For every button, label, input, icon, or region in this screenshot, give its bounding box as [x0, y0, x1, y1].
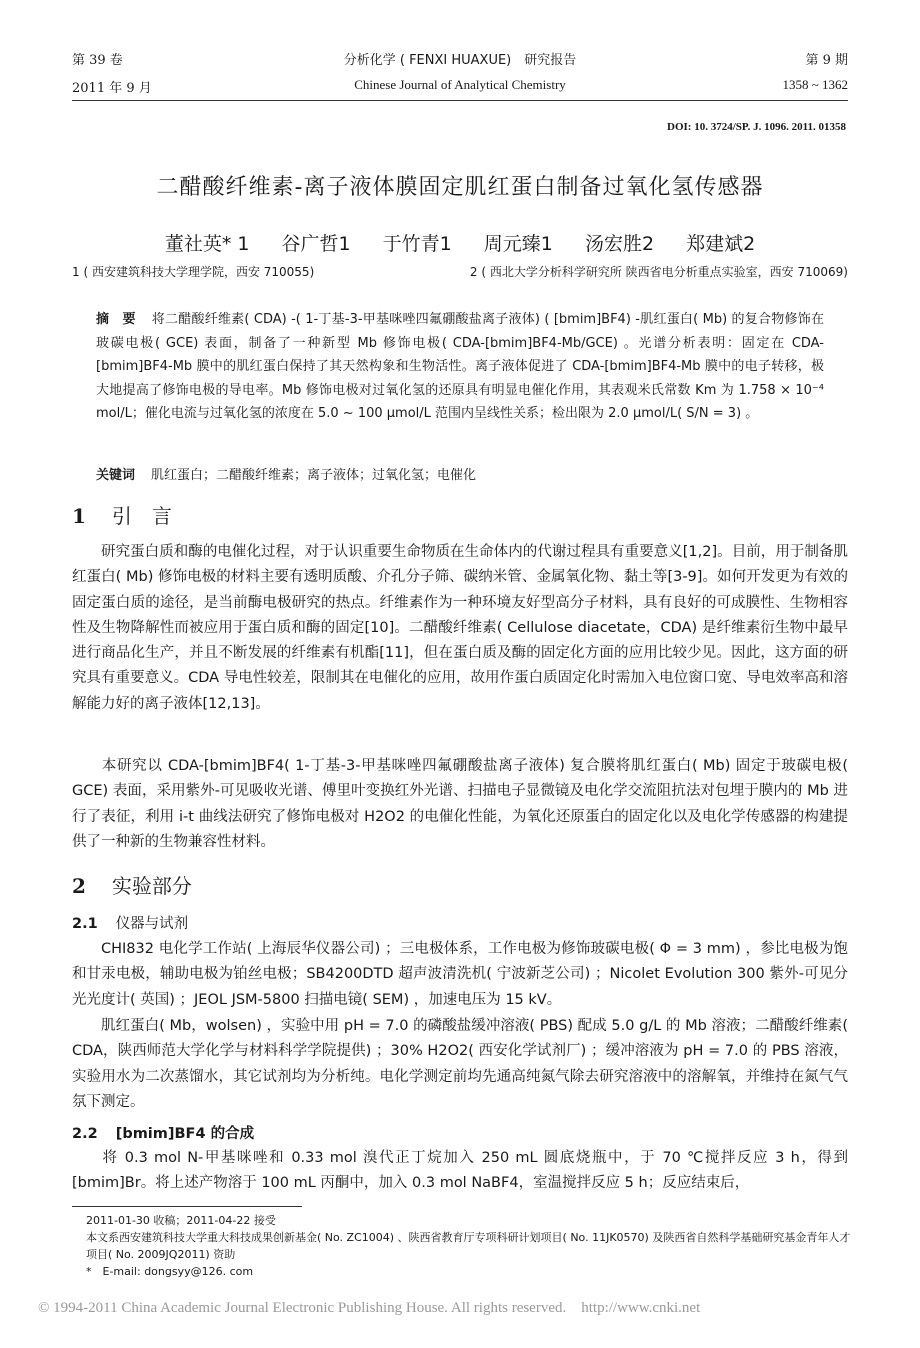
section-title: 引 言	[111, 504, 172, 528]
header-pages: 1358 ~ 1362	[782, 77, 848, 92]
affiliations	[72, 263, 848, 280]
subsection-number: 2.2	[72, 1126, 98, 1142]
author: 周元臻1	[483, 233, 553, 255]
paragraph-text: 肌红蛋白( Mb，wolsen) ，实验中用 pH = 7.0 的磷酸盐缓冲溶液( PBS) 配成 5.0 g/L 的 Mb 溶液；二醋酸纤维素( CDA，陕西师范大学化学与材料科学学院提供) ；30% H2O2( 西安化学试剂厂) ；缓冲溶液为 pH = 7.0 的 PBS 溶液，实验用水为二次蒸馏水，其它试剂均为分析纯。电化学测定前均先通高纯氮气除去研究溶液中的溶解氧，并维持在氮气气氛下测定。	[72, 1018, 848, 1110]
paragraph-text: 研究蛋白质和酶的电催化过程，对于认识重要生命物质在生命体内的代谢过程具有重要意义[1,2]。目前，用于制备肌红蛋白( Mb) 修饰电极的材料主要有透明质酸、介孔分子筛、碳纳米管、金属氧化物、黏土等[3-9]。如何开发更为有效的固定蛋白质的途径，是当前酶电极研究的热点。纤维素作为一种环境友好型高分子材料，具有良好的可成膜性、生物相容性及生物降解性而被应用于蛋白质和酶的固定[10]。二醋酸纤维素( Cellulose diacetate，CDA) 是纤维素衍生物中最早进行商品化生产，并且不断发展的纤维素有机酯[11]，但在蛋白质及酶的固定化方面的应用比较少见。因此，这方面的研究具有重要意义。CDA 导电性较差，限制其在电催化的应用，故用作蛋白质固定化时需加入电位窗口宽、导电效率高和溶解能力好的离子液体[12,13]。	[72, 544, 848, 712]
author: 郑建斌2	[686, 233, 756, 255]
author: 董社英* 1	[164, 233, 250, 255]
intro-paragraph-2	[72, 754, 848, 855]
section-1-heading	[72, 500, 172, 529]
paragraph-text: 本研究以 CDA-[bmim]BF4( 1-丁基-3-甲基咪唑四氟硼酸盐离子液体) 复合膜将肌红蛋白( Mb) 固定于玻碳电极( GCE) 表面，采用紫外-可见吸收光谱、傅里叶变换红外光谱、扫描电子显微镜及电化学交流阻抗法对包埋于膜内的 Mb 进行了表征，利用 i-t 曲线法研究了修饰电极对 H2O2 的电催化性能，为氧化还原蛋白的固定化以及电化学传感器的构建提供了一种新的生物兼容性材料。	[72, 758, 848, 850]
section-2-heading	[72, 870, 192, 899]
footnote-received: 2011-01-30 收稿；2011-04-22 接受	[86, 1214, 276, 1227]
synthesis-paragraph	[72, 1146, 848, 1197]
subsection-number: 2.1	[72, 916, 98, 932]
subsection-2-1-heading	[72, 912, 188, 933]
section-title: 实验部分	[111, 874, 192, 898]
header-rule	[72, 100, 848, 101]
header-journal-en: Chinese Journal of Analytical Chemistry	[354, 77, 566, 92]
affiliation-2: 2 ( 西北大学分析科学研究所 陕西省电分析重点实验室，西安 710069)	[469, 265, 848, 279]
copyright-watermark: © 1994-2011 China Academic Journal Electronic Publishing House. All rights reserved. http://www.cnki.net	[38, 1300, 701, 1316]
intro-paragraph-1	[72, 540, 848, 717]
author: 汤宏胜2	[584, 233, 655, 255]
abstract-label: 摘 要	[96, 312, 136, 327]
affiliation-1: 1 ( 西安建筑科技大学理学院，西安 710055)	[72, 265, 315, 279]
author: 于竹青1	[382, 233, 452, 255]
author: 谷广哲1	[281, 233, 351, 255]
abstract-text: 将二醋酸纤维素( CDA) -( 1-丁基-3-甲基咪唑四氟硼酸盐离子液体) ( [bmim]BF4) -肌红蛋白( Mb) 的复合物修饰在玻碳电极( GCE) 表面，制备了一种新型 Mb 修饰电极( CDA-[bmim]BF4-Mb/GCE) 。光谱分析表明：固定在 CDA-[bmim]BF4-Mb 膜中的肌红蛋白保持了其天然构象和生物活性。离子液体促进了 CDA-[bmim]BF4-Mb 膜中的电子转移，极大地提高了修饰电极的导电率。Mb 修饰电极对过氧化氢的还原具有明显电催化作用，其表观米氏常数 Km 为 1.758 × 10⁻⁴ mol/L；催化电流与过氧化氢的浓度在 5.0 ~ 100 μmol/L 范围内呈线性关系；检出限为 2.0 μmol/L( S/N = 3) 。	[96, 312, 824, 421]
instruments-paragraph	[72, 937, 848, 1013]
author-list	[0, 229, 920, 256]
footnote-funding: 本文系西安建筑科技大学重大科技成果创新基金( No. ZC1004) 、陕西省教育厅专项科研计划项目( No. 11JK0570) 及陕西省自然科学基础研究基金青年人才项目( No. 2009JQ2011) 资助	[86, 1231, 851, 1261]
subsection-title: [bmim]BF4 的合成	[115, 1126, 255, 1142]
header-date: 2011 年 9 月	[72, 81, 152, 96]
abstract	[96, 308, 824, 426]
keywords	[96, 464, 824, 488]
reagents-paragraph	[72, 1014, 848, 1115]
header-issue: 第 9 期	[805, 53, 848, 68]
paragraph-text: 将 0.3 mol N-甲基咪唑和 0.33 mol 溴代正丁烷加入 250 mL 圆底烧瓶中，于 70 ℃搅拌反应 3 h，得到 [bmim]Br。将上述产物溶于 100 mL 丙酮中，加入 0.3 mol NaBF4，室温搅拌反应 5 h；反应结束后，	[72, 1150, 848, 1192]
doi: DOI: 10. 3724/SP. J. 1096. 2011. 01358	[667, 121, 846, 133]
keywords-label: 关键词	[96, 468, 136, 483]
footnote-email: * E-mail: dongsyy@126. com	[86, 1265, 254, 1278]
keywords-text: 肌红蛋白；二醋酸纤维素；离子液体；过氧化氢；电催化	[151, 468, 477, 483]
footnote-rule	[72, 1206, 302, 1207]
subsection-title: 仪器与试剂	[115, 916, 189, 932]
section-number: 2	[72, 874, 86, 898]
header-volume: 第 39 卷	[72, 53, 123, 68]
paragraph-text: CHI832 电化学工作站( 上海辰华仪器公司) ；三电极体系，工作电极为修饰玻碳电极( Φ = 3 mm) ，参比电极为饱和甘汞电极，辅助电极为铂丝电极；SB4200DTD 超声波清洗机( 宁波新芝公司) ；Nicolet Evolution 300 紫外-可见分光光度计( 英国) ；JEOL JSM-5800 扫描电镜( SEM) ，加速电压为 15 kV。	[72, 941, 848, 1008]
subsection-2-2-heading	[72, 1122, 272, 1143]
section-number: 1	[72, 504, 86, 528]
header-journal-cn: 分析化学 ( FENXI HUAXUE) 研究报告	[343, 53, 577, 68]
paper-title: 二醋酸纤维素-离子液体膜固定肌红蛋白制备过氧化氢传感器	[156, 175, 764, 200]
